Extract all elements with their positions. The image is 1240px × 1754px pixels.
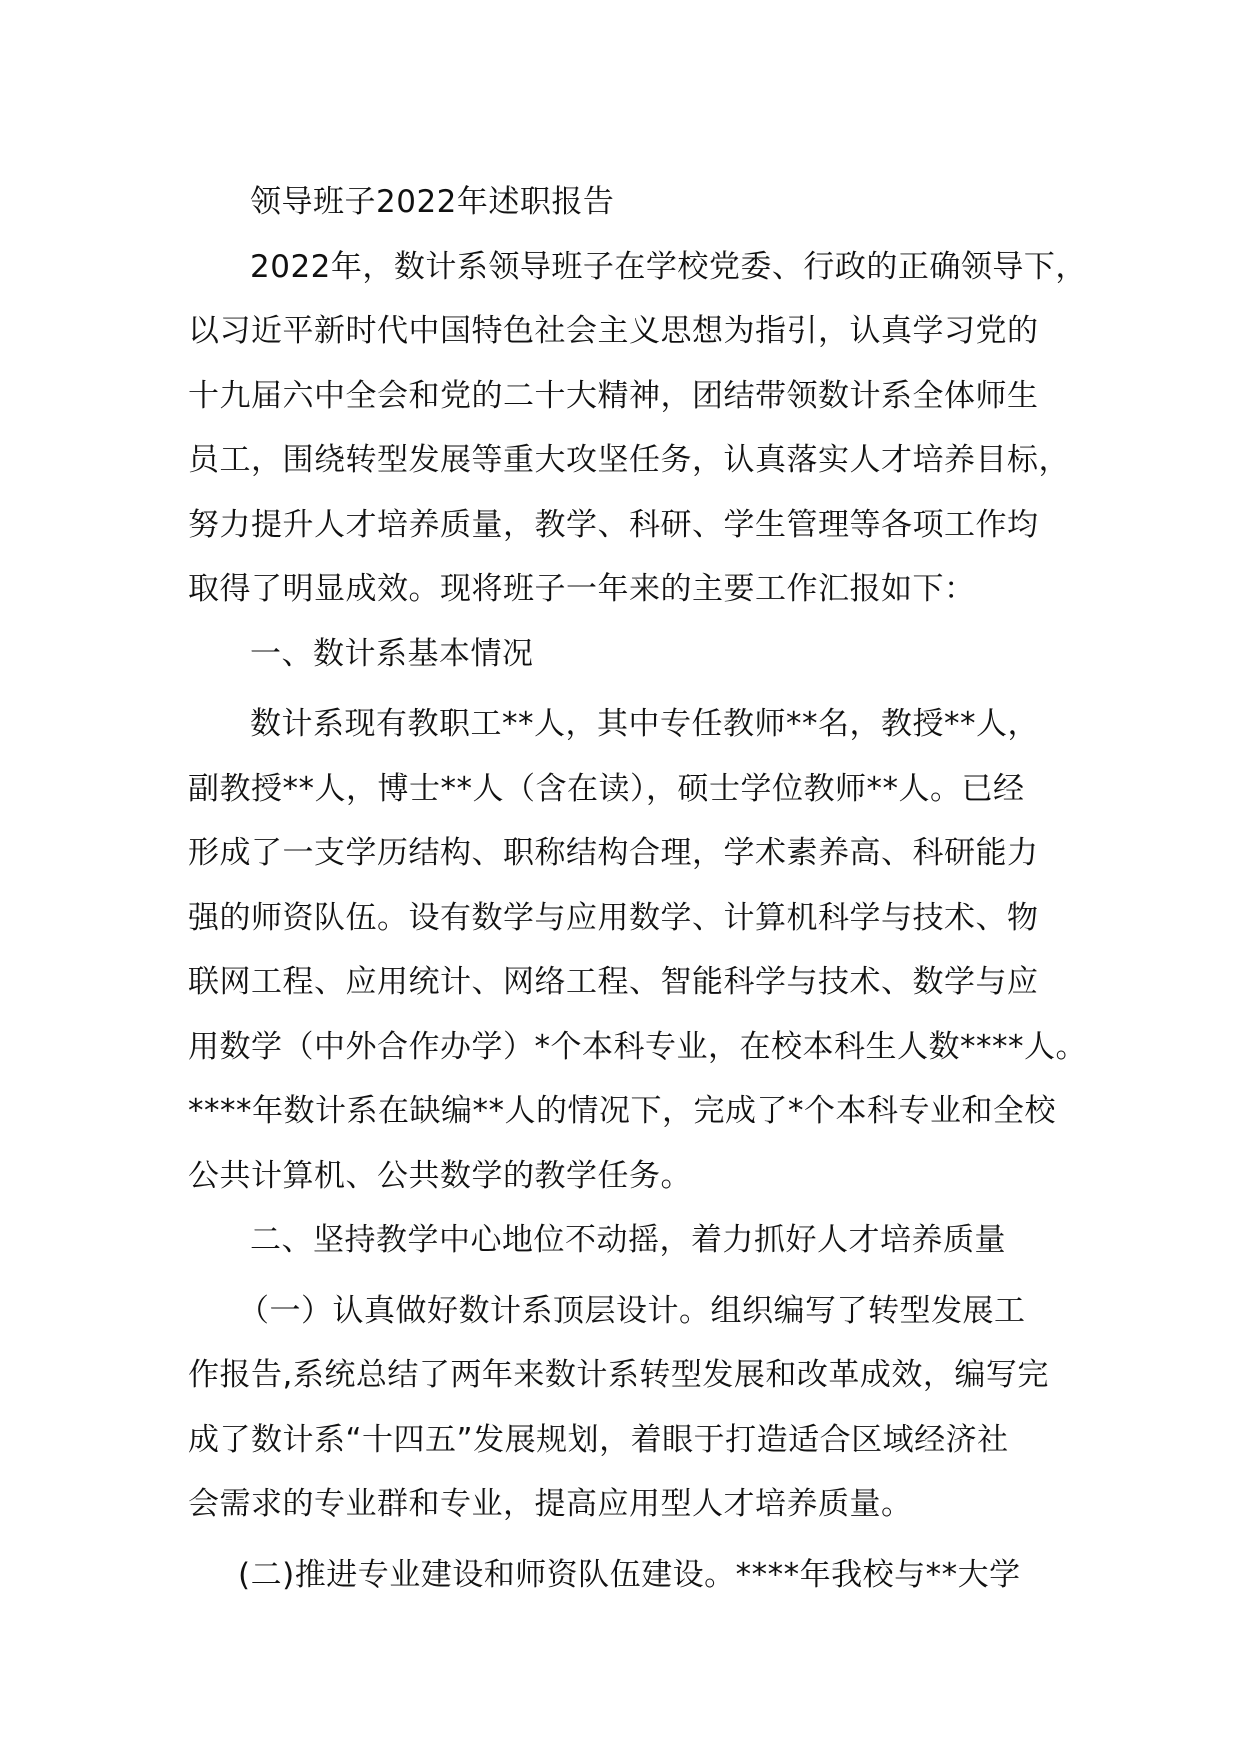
paragraph-line: 员工，围绕转型发展等重大攻坚任务，认真落实人才培养目标， xyxy=(188,442,1070,478)
document-body xyxy=(188,170,1087,1607)
paragraph-line: 以习近平新时代中国特色社会主义思想为指引，认真学习党的 xyxy=(188,313,1039,349)
subsection-line: （一）认真做好数计系顶层设计。组织编写了转型发展工 xyxy=(238,1292,1026,1329)
paragraph-line: 2022年，数计系领导班子在学校党委、行政的正确领导下， xyxy=(250,248,1087,285)
paragraph-line: ****年数计系在缺编**人的情况下，完成了*个本科专业和全校 xyxy=(188,1093,1056,1129)
section-heading: 一、数计系基本情况 xyxy=(250,635,534,672)
paragraph-line: 副教授**人，博士**人（含在读），硕士学位教师**人。已经 xyxy=(188,770,1025,807)
paragraph-line: 取得了明显成效。现将班子一年来的主要工作汇报如下： xyxy=(188,571,976,607)
subsection-line: (二)推进专业建设和师资队伍建设。****年我校与**大学 xyxy=(238,1556,1021,1593)
document-title: 领导班子2022年述职报告 xyxy=(250,184,615,220)
paragraph-line: 成了数计系“十四五”发展规划，着眼于打造适合区域经济社 xyxy=(188,1421,1009,1458)
paragraph-line: 作报告,系统总结了两年来数计系转型发展和改革成效，编写完 xyxy=(188,1357,1049,1393)
paragraph-line: 数计系现有教职工**人，其中专任教师**名，教授**人， xyxy=(250,706,1039,742)
paragraph-line: 强的师资队伍。设有数学与应用数学、计算机科学与技术、物 xyxy=(188,899,1039,936)
section-heading: 二、坚持教学中心地位不动摇，着力抓好人才培养质量 xyxy=(250,1222,1006,1258)
paragraph-line: 会需求的专业群和专业，提高应用型人才培养质量。 xyxy=(188,1486,913,1522)
paragraph-line: 公共计算机、公共数学的教学任务。 xyxy=(188,1157,692,1194)
paragraph-line: 联网工程、应用统计、网络工程、智能科学与技术、数学与应 xyxy=(188,964,1039,1000)
paragraph-line: 形成了一支学历结构、职称结构合理，学术素养高、科研能力 xyxy=(188,835,1039,871)
paragraph-line: 十九届六中全会和党的二十大精神，团结带领数计系全体师生 xyxy=(188,377,1039,414)
paragraph-line: 努力提升人才培养质量，教学、科研、学生管理等各项工作均 xyxy=(188,506,1039,543)
paragraph-line: 用数学（中外合作办学）*个本科专业，在校本科生人数****人。 xyxy=(188,1028,1087,1065)
